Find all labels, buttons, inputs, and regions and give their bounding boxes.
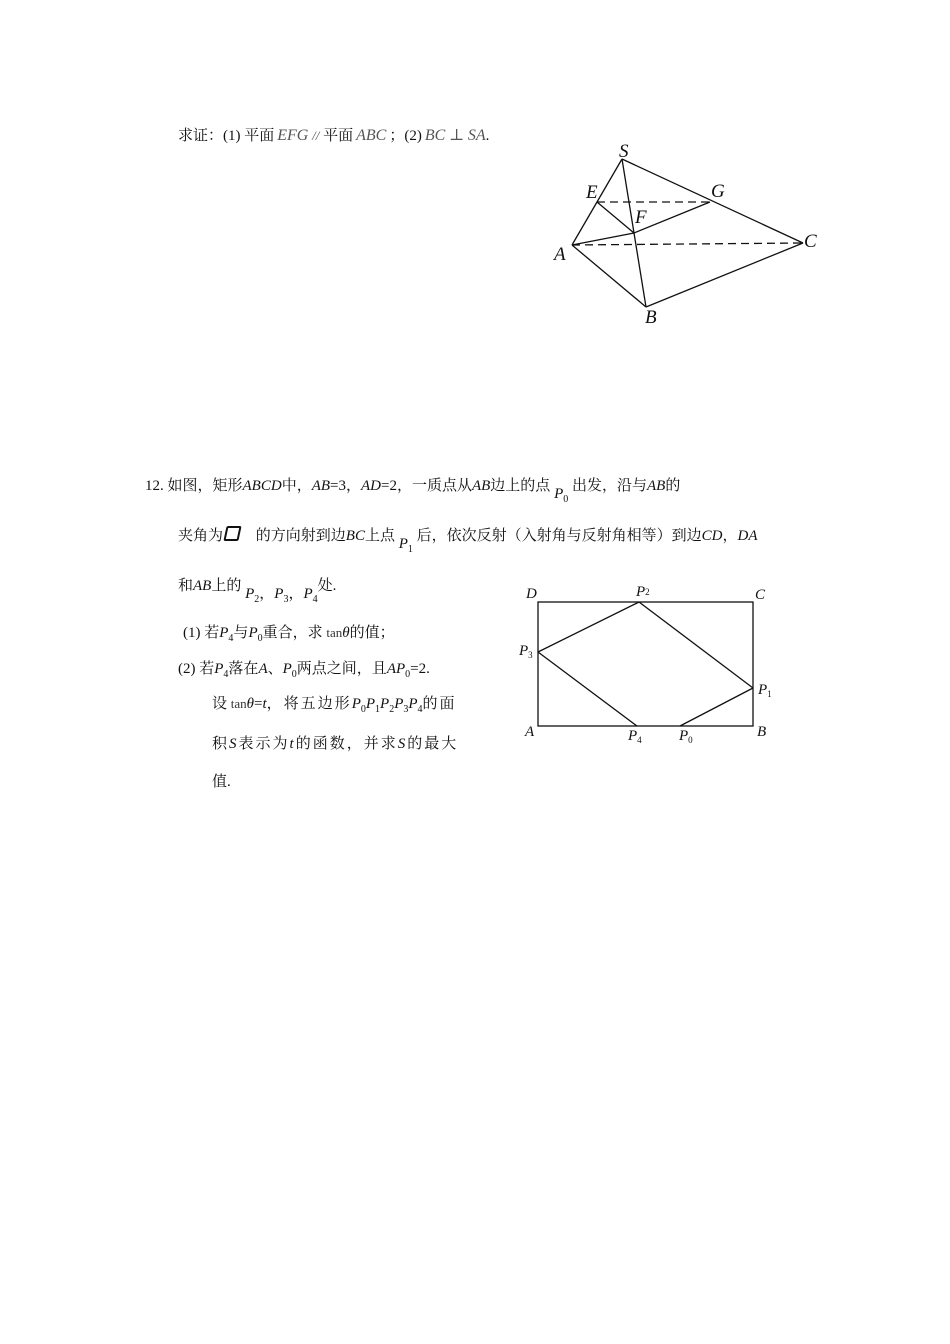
- point-p0: P: [248, 625, 258, 641]
- edge-bc: [646, 243, 803, 307]
- seg-ab: AB: [647, 478, 666, 494]
- q12-text: 两点之间，且: [296, 661, 387, 677]
- vertex-g-label: G: [711, 181, 725, 202]
- q12-text: 处.: [317, 578, 337, 594]
- rectangle-reflection-figure: [510, 578, 790, 748]
- theta-symbol: θ: [342, 625, 350, 641]
- seg-ab: AB: [193, 578, 212, 594]
- q12-text: 上点: [364, 528, 395, 544]
- q12-text: 的值；: [349, 625, 395, 641]
- proof-prefix: 求证：(1) 平面: [178, 128, 275, 144]
- q12-text: 的函数，并求: [295, 736, 398, 752]
- vertex-f-label: F: [635, 207, 647, 228]
- point-p3: $P_3$，: [274, 586, 304, 605]
- seg-bc: BC: [345, 528, 365, 544]
- q12-text: 上的: [211, 578, 242, 594]
- q12-text: 夹角为: [178, 528, 224, 544]
- q12-text: =3，: [330, 478, 361, 494]
- q12-text: 的方向射到边: [255, 528, 346, 544]
- var-s: S: [397, 736, 408, 752]
- edge-ab: [572, 245, 646, 307]
- edge-ef: [597, 202, 634, 233]
- subscript: 0: [405, 669, 411, 680]
- point-p1-label: $P_1$: [758, 682, 772, 699]
- subscript: 4: [223, 669, 229, 680]
- tan-function: tan: [326, 625, 343, 640]
- corner-b-label: B: [757, 724, 767, 740]
- edge-af: [572, 233, 634, 245]
- corner-d-label: D: [526, 586, 537, 602]
- q12-text: (2) 若: [178, 661, 215, 677]
- line-sa: SA: [467, 127, 486, 144]
- seg-ap0: AP: [386, 661, 406, 677]
- proof-end: .: [485, 128, 490, 144]
- point-p4: P: [214, 661, 224, 677]
- var-s: S: [229, 736, 239, 752]
- pentagon-name: $P_0P_1P_2P_3P_4$: [351, 696, 423, 715]
- q12-line-1: [145, 476, 681, 505]
- var-t: t: [289, 736, 296, 752]
- vertex-c-label: C: [804, 231, 817, 252]
- point-p1: $P_1$: [398, 536, 413, 555]
- q12-line-2: [178, 526, 758, 555]
- line-bc: BC: [424, 127, 446, 144]
- subscript: 4: [228, 633, 234, 644]
- path-p2-p3: [538, 602, 639, 652]
- q12-text: 出发，沿与: [571, 478, 647, 494]
- seg-ad: AD: [361, 478, 381, 494]
- q12-text: 边上的点: [490, 478, 551, 494]
- q12-text: 中，: [281, 478, 312, 494]
- q12-text: 落在: [228, 661, 259, 677]
- q12-text: 和: [178, 578, 194, 594]
- corner-a-label: A: [525, 724, 535, 740]
- path-p3-p4: [538, 652, 637, 726]
- q12-number: 12.: [145, 478, 164, 494]
- q12-text: 重合，求: [262, 625, 323, 641]
- q12-text: =2，一质点从: [381, 478, 472, 494]
- tan-function: tan: [230, 696, 247, 711]
- q12-text: 、: [267, 661, 283, 677]
- q12-text: 与: [233, 625, 249, 641]
- vertex-s-label: S: [619, 141, 629, 162]
- q12-sub2-line3: [212, 734, 458, 754]
- var-t: t: [262, 696, 267, 712]
- proof-mid: 平面: [323, 128, 354, 144]
- tetrahedron-figure: [540, 130, 830, 330]
- vertex-e-label: E: [586, 182, 598, 203]
- point-p0: $P_0$: [554, 486, 569, 505]
- q12-text: 的: [665, 478, 681, 494]
- subscript: 0: [291, 669, 297, 680]
- point-a: A: [258, 661, 268, 677]
- path-p0-p1: [680, 688, 753, 726]
- q12-text: 积: [212, 736, 230, 752]
- q12-text: 设: [212, 696, 228, 712]
- q12-text: ，将五边形: [266, 696, 352, 712]
- point-p0: P: [282, 661, 292, 677]
- parallel-symbol: //: [312, 128, 320, 143]
- point-p4-label: $P_4$: [628, 728, 642, 745]
- subscript: 0: [257, 633, 263, 644]
- q12-text: =: [254, 696, 263, 712]
- q12-text: 表示为: [238, 736, 290, 752]
- q12-sub2-line2: [212, 694, 457, 720]
- path-p1-p2: [639, 602, 753, 688]
- q12-sub2-line4: [212, 772, 231, 792]
- seg-ab: AB: [471, 478, 491, 494]
- q12-sub2: [178, 659, 430, 685]
- proof-part2: ；(2): [389, 128, 422, 144]
- seg-cd: CD: [701, 528, 723, 544]
- rect-abcd: ABCD: [242, 478, 282, 494]
- vertex-b-label: B: [645, 307, 657, 328]
- q12-text: 的面: [422, 696, 457, 712]
- q12-text: =2.: [410, 661, 430, 677]
- seg-ab: AB: [311, 478, 331, 494]
- seg-da: DA: [737, 528, 758, 544]
- corner-c-label: C: [755, 587, 766, 603]
- q12-text: ，: [722, 528, 738, 544]
- point-p2-label: P2: [636, 584, 650, 600]
- theta-placeholder-box: [223, 526, 241, 541]
- q12-text: (1) 若: [183, 625, 220, 641]
- plane-efg: EFG: [277, 127, 309, 144]
- proof-statement: [178, 126, 489, 146]
- point-p2: $P_2$，: [245, 586, 275, 605]
- q12-text: 的最大: [407, 736, 459, 752]
- q12-text: 值.: [212, 774, 231, 790]
- edge-ac-dashed: [572, 243, 803, 245]
- point-p0-label: $P_0$: [679, 728, 693, 745]
- q12-text: 如图，矩形: [167, 478, 243, 494]
- q12-text: 后，依次反射（入射角与反射角相等）到边: [416, 528, 702, 544]
- vertex-a-label: A: [554, 244, 566, 265]
- q12-line-3: [178, 576, 337, 605]
- q12-sub1: [183, 623, 395, 649]
- perp-symbol: ⊥: [449, 127, 465, 144]
- point-p4: $P_4$: [303, 586, 318, 605]
- point-p3-label: $P_3$: [519, 643, 533, 660]
- theta-symbol: θ: [246, 696, 255, 712]
- point-p4: P: [219, 625, 229, 641]
- plane-abc: ABC: [356, 127, 387, 144]
